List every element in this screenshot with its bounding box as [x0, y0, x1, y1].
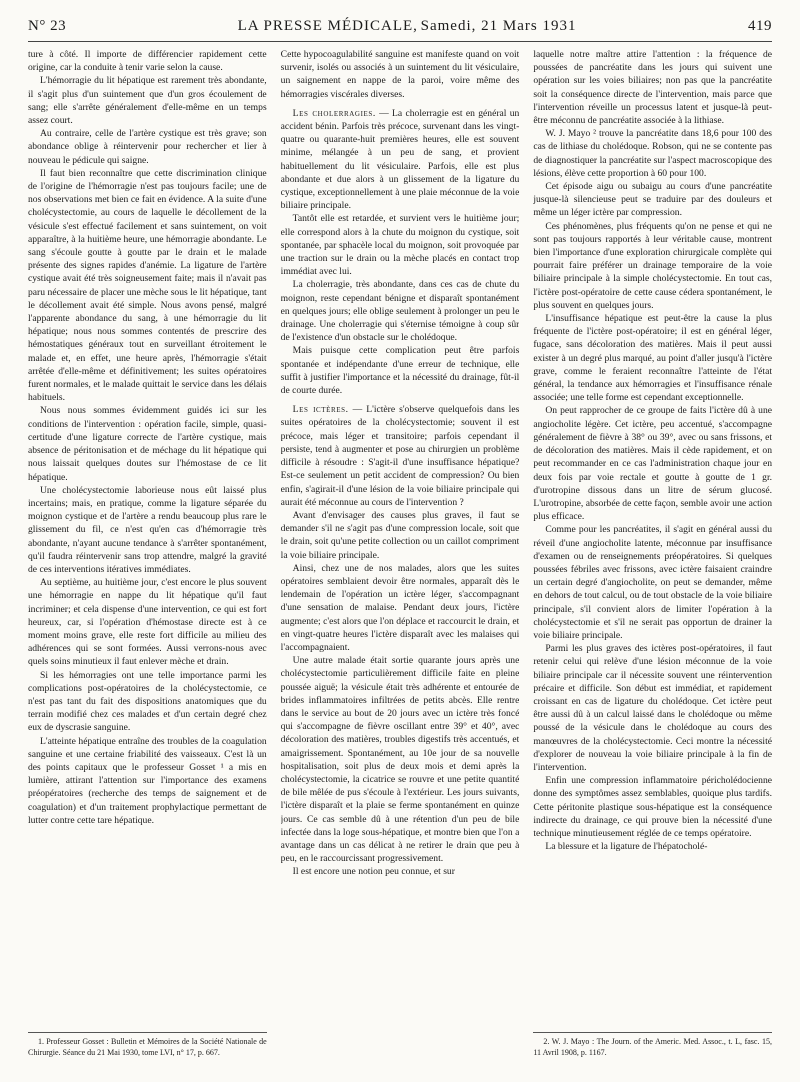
paragraph: Tantôt elle est retardée, et survient vers le huitième jour; elle correspond alors à la chute du moignon du cystique, soit spontanée, par sphacèle local du moignon, soit provoquée par une traction sur le drain ou la mèche placés en contact trop immédiat avec lui.: [280, 213, 520, 278]
column-3: [533, 48, 772, 1058]
section-title: Les cholerragies.: [292, 107, 376, 119]
paragraph: Une cholécystectomie laborieuse nous eût laissé plus incertains; mais, en pratique, comme la ligature séparée du moignon cystique et de l'artère a rendu beaucoup plus rare le glissement du fil, ce n'est qu'en cas d'hémorragie très abondante, n'ayant aucune tendance à s'arrêter spontanément, qu'il faudra réintervenir sans trop attendre, malgré la gravité de ces interventions itératives immédiates.: [28, 484, 267, 575]
journal-title: LA PRESSE MÉDICALE: [237, 18, 414, 34]
footnote-area: [533, 1032, 772, 1058]
paragraph: L'atteinte hépatique entraîne des troubles de la coagulation sanguine et une certaine friabilité des vaisseaux. C'est là un des points capitaux que le professeur Gosset ¹ a mis en lumière, attirant l'attention sur l'importance des examens préopératoires (recherche des temps de saignement et de coagulation) et d'un traitement prophylactique permettant de lutter contre cette tare hépatique.: [28, 735, 267, 826]
paragraph: Au septième, au huitième jour, c'est encore le plus souvent une hémorragie en nappe du lit hépatique qu'il faut incriminer; et cela dispense d'une intervention, ce qui est fort heureux, car, si l'opération d'hémostase directe est à ce moment moins grave, elle reste fort difficile au milieu des adhérences qui se sont formées. Aussi verrons-nous avec quels soins minutieux il faut enlever mèche et drain.: [28, 577, 267, 668]
paragraph: Une autre malade était sortie quarante jours après une cholécystectomie particulièrement difficile faite en pleine poussée aiguë; la vésicule était très adhérente et entourée de brides inflammatoires infiltrées de petits abcès. Elle rentre dans le service au bout de 20 jours avec un ictère très foncé qui s'accompagne de fièvre oscillant entre 39° et 40°, avec décoloration des matières, troubles digestifs très accentués, et amaigrissement. Spontanément, au 10e jour de sa nouvelle hospitalisation, soit plus de deux mois et demi après la cholécystectomie, la cicatrice se rouvre et une petite quantité de bile mêlée de pus s'écoule à l'extérieur. Les jours suivants, l'ictère disparaît et la plaie se ferme spontanément en quinze jours. Ce cas semble dû à une rétention d'un peu de bile infectée dans la loge sous-hépatique, et montre bien que l'on a avantage dans un cas délicat à ne retirer le drain que peu à peu, en le raccourcissant progressivement.: [280, 655, 520, 865]
paragraph: La cholerragie, très abondante, dans ces cas de chute du moignon, reste cependant bénigne et disparaît spontanément en quelques jours; elle oblige seulement à prolonger un peu le drainage. Une cholerragie qui s'éternise témoigne à coup sûr de l'existence d'un obstacle sur le cholédoque.: [280, 279, 520, 344]
paragraph: L'hémorragie du lit hépatique est rarement très abondante, il s'agit plus d'un suintement que d'un gros écoulement de sang; elle s'arrête généralement d'elle-même en un temps assez court.: [28, 75, 267, 127]
column-2: [281, 48, 520, 1058]
section-cholerragies: [281, 107, 520, 213]
paragraph: Comme pour les pancréatites, il s'agit en général aussi du réveil d'une angiocholite latente, méconnue par insuffisance d'examen ou de renseignements préopératoires. Si quelques poussées fébriles avec frissons, avec ictère faisaient craindre un certain degré d'angiocholite, on peut se demander, même en dehors de tout calcul, ou de tout obstacle de la voie biliaire principale, s'il convient alors de limiter l'opération à la cholécystectomie et s'il ne serait pas opportun de drainer la voie biliaire principale.: [533, 524, 773, 641]
paragraph: Avant d'envisager des causes plus graves, il faut se demander s'il ne s'agit pas d'une compression locale, soit que le drain, soit qu'une petite collection ou un caillot compriment la voie biliaire principale.: [280, 509, 520, 561]
column-1: [28, 48, 267, 1058]
page-number-left: N° 23: [28, 18, 67, 34]
paragraph: Ainsi, chez une de nos malades, alors que les suites opératoires semblaient devoir être normales, apparaît dès le lendemain de l'opération un ictère léger, s'accompagnant d'une sensation de malaise. Pendant deux jours, l'ictère augmente; c'est alors que l'on déplace et raccourcit le drain, et en vingt-quatre heures l'ictère disparaît avec les malaises qui l'accompagnaient.: [280, 562, 520, 653]
paragraph: Il est encore une notion peu connue, et sur: [292, 866, 455, 878]
column-2-body: [281, 48, 520, 1058]
section-icteres: [281, 403, 520, 509]
section-text: — L'ictère s'observe quelquefois dans les suites opératoires de la cholécystectomie; souvent il est précoce, mais léger et transitoire; parfois cependant il persiste, tend à augmenter et pose au chirurgien un problème difficile à résoudre : S'agit-il d'une insuffisance hépatique? Est-ce seulement un petit accident de compression? Ou bien enfin, s'agirait-il d'une lésion de la voie biliaire principale qui aurait été méconnue au cours de l'intervention ?: [280, 404, 520, 508]
paragraph: Enfin une compression inflammatoire péricholédocienne donne des symptômes assez semblables, quoique plus tardifs. Cette péritonite plastique sous-hépatique est la conséquence indirecte du drainage, ce qui prouve bien la nécessité d'une technique minutieusement réglée de ce temps opératoire.: [533, 775, 773, 839]
paragraph: Cet épisode aigu ou subaigu au cours d'une pancréatite jusque-là silencieuse peut se traduire par des douleurs et même un léger ictère par compression.: [533, 181, 773, 219]
footnote-area: [28, 1032, 267, 1058]
paragraph: ture à côté. Il importe de différencier rapidement cette origine, car la conduite à tenir varie selon la cause.: [28, 49, 267, 74]
paragraph: Au contraire, celle de l'artère cystique est très grave; son abondance oblige à réintervenir pour rechercher et lier à nouveau le pédicule qui saigne.: [28, 128, 267, 166]
page-number-right: 419: [748, 18, 772, 34]
paragraph: Parmi les plus graves des ictères post-opératoires, il faut retenir celui qui relève d'une lésion méconnue de la voie biliaire principale car il nécessite souvent une réintervention précaire et difficile. Son début est immédiat, et rapidement croissant en cas de ligature du cholédoque. Cet ictère peut être aussi dû à un calcul laissé dans le cholédoque ou même poussé de la vésicule dans le cholédoque au cours des manœuvres de la cholécystectomie. Ceci montre la nécessité d'explorer de nouveau la voie biliaire principale à la fin de l'intervention.: [533, 643, 773, 773]
paragraph: Il faut bien reconnaître que cette discrimination clinique de l'origine de l'hémorragie n'est pas toujours facile; une de nos observations met bien ce fait en évidence. A la suite d'une cholécystectomie, au cours de laquelle le décollement de la vésicule s'est effectué facilement et sans suintement, on voit apparaître, à la huitième heure, une hémorragie abondante. Le sang s'écoule goutte à goutte par le drain et le malade présente des signes rapides d'anémie. La ligature de l'artère cystique avait été très soigneusement faite; mais il n'avait pas paru nécessaire de placer une mèche sous le lit hépatique, tant le décollement avait été simple. Nous avons pensé, malgré l'apparente abondance du sang, à une hémorragie du lit hépatique; nous nous sommes contentés de prescrire des hémostatiques généraux tout en surveillant étroitement le malade et, en effet, une heure après, l'hémorragie s'était arrêtée d'elle-même et définitivement; les suites opératoires furent normales, et le malade quittait le service dans les délais habituels.: [28, 167, 267, 404]
column-3-body: [533, 48, 772, 1000]
footnote-1: 1. Professeur Gosset : Bulletin et Mémoires de la Société Nationale de Chirurgie. Séance du 21 Mai 1930, tome LVI, n° 17, p. 667.: [28, 1037, 267, 1057]
section-title: Les ictères.: [292, 404, 349, 416]
paragraph: Cette hypocoagulabilité sanguine est manifeste quand on voit survenir, isolés ou associés à un suintement du lit vésiculaire, un saignement en nappe de la paroi, voire même des hémorragies viscérales diverses.: [280, 49, 520, 100]
paragraph: Si les hémorragies ont une telle importance parmi les complications post-opératoires de la cholécystectomie, ce n'est pas tant du fait des dispositions anatomiques que du terrain modifié chez ces malades et d'un certain degré chez eux de dyscrasie sanguine.: [28, 669, 267, 734]
paragraph: Ces phénomènes, plus fréquents qu'on ne pense et qui ne sont pas toujours rapportés à leur véritable cause, montrent bien l'importance d'une exploration chirurgicale complète qui pourrait faire préférer un drainage temporaire de la voie biliaire principale à la simple cholécystectomie. En tout cas, l'ictère post-opératoire de cette cause cédera spontanément, le plus souvent en quelques jours.: [533, 220, 773, 311]
footnote-2: 2. W. J. Mayo : The Journ. of the Americ. Med. Assoc., t. L, fasc. 15, 11 Avril 1908, p. 1167.: [533, 1037, 773, 1057]
column-1-body: [28, 48, 267, 1000]
text-columns: [28, 48, 772, 1058]
paragraph: La blessure et la ligature de l'hépatocholé-: [545, 841, 708, 853]
paragraph: Mais puisque cette complication peut être parfois spontanée et indépendante d'une erreur de technique, elle suffit à justifier l'importance et la nécessité du drainage, fût-il de courte durée.: [280, 345, 520, 397]
paragraph: On peut rapprocher de ce groupe de faits l'ictère dû à une angiocholite légère. Cet ictère, peu accentué, s'accompagne généralement de fièvre à 38° ou 39°, avec ou sans frissons, et de décoloration des matières. Mais il cède rapidement, et on peut recommander en ce cas l'administration chaque jour en deux fois par voie rectale et goutte à goutte de 1 gr. d'urotropine dissous dans un litre de sérum glucosé. L'urotropine, absorbée de cette façon, semble avoir une action plus efficace.: [533, 405, 773, 523]
paragraph: Nous nous sommes évidemment guidés ici sur les conditions de l'intervention : opération facile, simple, quasi-certitude d'une ligature correcte de l'artère cystique, mais absence de péritonisation et de méchage du lit hépatique qui nous laissait quelques doutes sur l'hémostase de ce lit hépatique.: [28, 405, 267, 483]
paragraph: laquelle notre maître attire l'attention : la fréquence de poussées de pancréatite dans les jours qui suivent une opération sur les voies biliaires; non pas que la pancréatite soit la conséquence directe de l'intervention, mais parce que l'intervention réveille un processus latent et jusque-là peut-être méconnu de pancréatite associée à la lithiase.: [533, 49, 773, 127]
journal-title-line: LA PRESSE MÉDICALE, Samedi, 21 Mars 1931: [237, 18, 577, 34]
issue-date: Samedi, 21 Mars 1931: [420, 18, 577, 34]
page-header: [28, 18, 772, 42]
paragraph: L'insuffisance hépatique est peut-être la cause la plus fréquente de l'ictère post-opératoire; il est en général léger, fugace, sans décoloration des matières. Mais il peut aussi exister à un degré plus marqué, au point d'aller jusqu'à l'ictère grave, comme le feraient reconnaître l'atteinte de l'état général, la tendance aux hémorragies et l'insuffisance rénale associée; une telle forme est cependant exceptionnelle.: [533, 313, 773, 404]
section-text: — La cholerragie est en général un accident bénin. Parfois très précoce, survenant dans les vingt-quatre ou quarante-huit premières heures, elle est souvent minime, mélangée à un peu de sang, et provient habituellement du lit vésiculaire. Parfois, elle est plus abondante et due alors à un glissement de la ligature du cystique, exceptionnellement à une plaie méconnue de la voie biliaire principale.: [280, 107, 520, 212]
paragraph: W. J. Mayo ² trouve la pancréatite dans 18,6 pour 100 des cas de lithiase du cholédoque. Robson, qui ne se contente pas de diagnostiquer la pancréatite sur l'aspect macroscopique des lésions, élève cette proportion à 60 pour 100.: [533, 128, 773, 179]
